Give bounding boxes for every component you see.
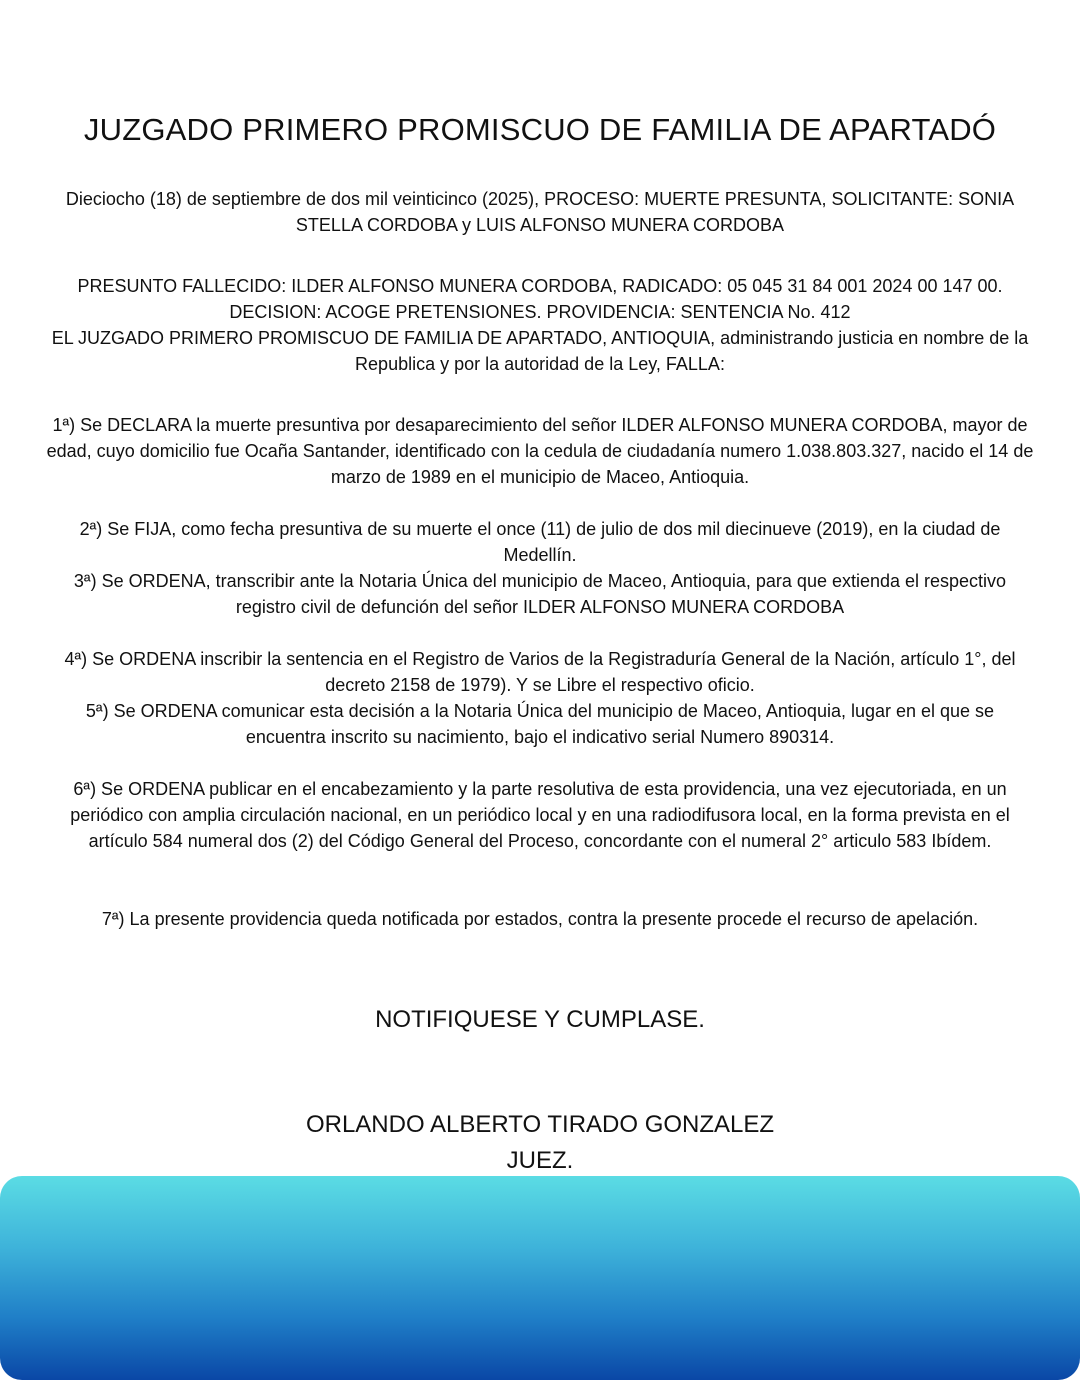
ruling-5-text: 5ª) Se ORDENA comunicar esta decisión a la Notaria Única del municipio de Maceo, Antioquia, lugar en el que se encuentra inscrito su nacimiento, bajo el indicativo serial Numero 890314. — [85, 701, 995, 747]
signature-block — [0, 1107, 1080, 1179]
decision-line: DECISION: ACOGE PRETENSIONES. PROVIDENCIA: SENTENCIA No. 412 — [229, 302, 851, 322]
ruling-4-5-paragraph — [45, 646, 1035, 750]
ruling-7-text: 7ª) La presente providencia queda notificada por estados, contra la presente procede el recurso de apelación. — [101, 909, 979, 929]
ruling-4-text: 4ª) Se ORDENA inscribir la sentencia en el Registro de Varios de la Registraduría General de la Nación, artículo 1°, del decreto 2158 de 1979). Y se Libre el respectivo oficio. — [64, 649, 1016, 695]
intro-text: Dieciocho (18) de septiembre de dos mil veinticinco (2025), PROCESO: MUERTE PRESUNTA, SOLICITANTE: SONIA STELLA CORDOBA y LUIS ALFONSO MUNERA CORDOBA — [65, 189, 1015, 235]
court-falla-line: EL JUZGADO PRIMERO PROMISCUO DE FAMILIA DE APARTADO, ANTIOQUIA, administrando justicia en nombre de la Republica y por la autoridad de la Ley, FALLA: — [51, 328, 1029, 374]
ruling-3-text: 3ª) Se ORDENA, transcribir ante la Notaria Única del municipio de Maceo, Antioquia, para que extienda el respectivo registro civil de defunción del señor ILDER ALFONSO MUNERA CORDOBA — [73, 571, 1007, 617]
judge-title: JUEZ. — [506, 1147, 574, 1174]
ruling-2-text: 2ª) Se FIJA, como fecha presuntiva de su muerte el once (11) de julio de dos mil diecinueve (2019), en la ciudad de Medellín. — [79, 519, 1001, 565]
ruling-1-paragraph — [45, 412, 1035, 490]
judge-name: ORLANDO ALBERTO TIRADO GONZALEZ — [305, 1111, 775, 1138]
footer-gradient-band — [0, 1176, 1080, 1380]
ruling-6-text: 6ª) Se ORDENA publicar en el encabezamiento y la parte resolutiva de esta providencia, una vez ejecutoriada, en un periódico con amplia circulación nacional, en un periódico local y en una radiodifusora local, en la forma prevista en el artículo 584 numeral dos (2) del Código General del Proceso, concordante con el numeral 2° articulo 583 Ibídem. — [70, 779, 1010, 851]
ruling-1-text: 1ª) Se DECLARA la muerte presuntiva por desaparecimiento del señor ILDER ALFONSO MUNERA CORDOBA, mayor de edad, cuyo domicilio fue Ocaña Santander, identificado con la cedula de ciudadanía numero 1.038.803.327, nacido el 14 de marzo de 1989 en el municipio de Maceo, Antioquia. — [46, 415, 1034, 487]
intro-paragraph — [45, 186, 1035, 238]
ruling-2-3-paragraph — [45, 516, 1035, 620]
ruling-6-paragraph — [45, 776, 1035, 854]
ruling-7-paragraph — [45, 906, 1035, 932]
deceased-radicado-line: PRESUNTO FALLECIDO: ILDER ALFONSO MUNERA CORDOBA, RADICADO: 05 045 31 84 001 2024 00 147 00. — [77, 276, 1003, 296]
closing-formula: NOTIFIQUESE Y CUMPLASE. — [375, 1006, 705, 1033]
parties-paragraph — [45, 273, 1035, 377]
court-heading: JUZGADO PRIMERO PROMISCUO DE FAMILIA DE APARTADÓ — [83, 112, 997, 147]
